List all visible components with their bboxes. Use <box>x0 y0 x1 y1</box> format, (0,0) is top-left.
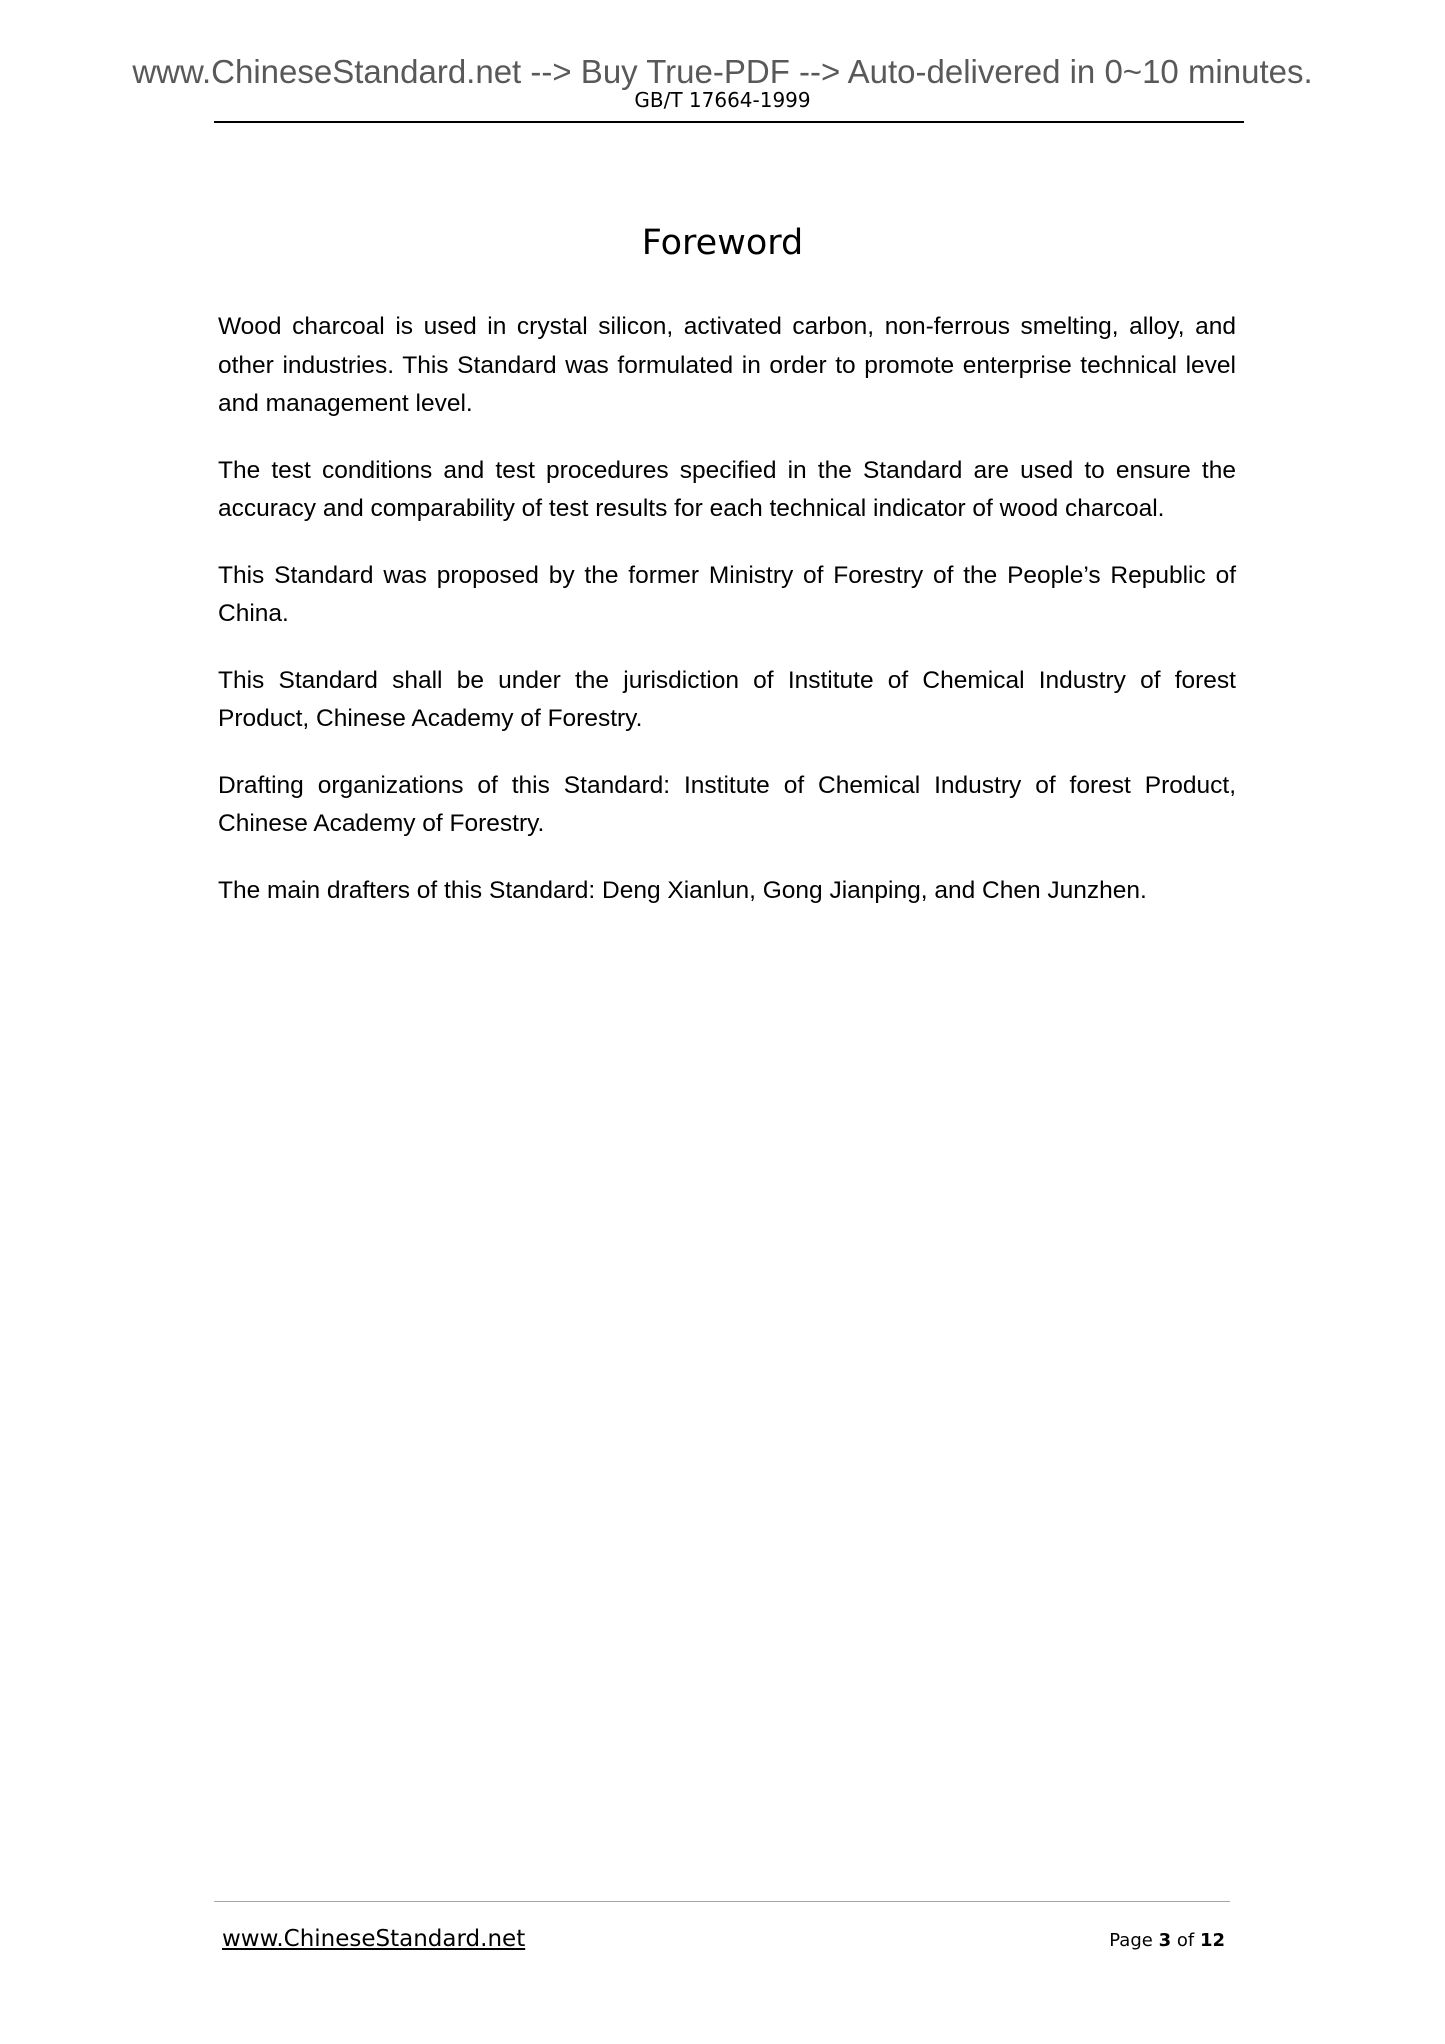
paragraph: The test conditions and test procedures specified in the Standard are used to ensure the accuracy and comparability of test results for each technical indicator of wood charcoal. <box>218 456 1236 522</box>
foreword-body <box>218 308 1236 938</box>
page-of-label: of <box>1176 1930 1195 1951</box>
paragraph: This Standard was proposed by the former Ministry of Forestry of the People’s Republic of China. <box>218 561 1236 627</box>
header-divider <box>214 121 1244 123</box>
paragraph: This Standard shall be under the jurisdiction of Institute of Chemical Industry of forest Product, Chinese Academy of Forestry. <box>218 666 1236 732</box>
page-current: 3 <box>1158 1930 1172 1951</box>
paragraph: Wood charcoal is used in crystal silicon, activated carbon, non-ferrous smelting, alloy, and other industries. This Standard was formulated in order to promote enterprise technical level and management level. <box>218 313 1236 417</box>
paragraph: The main drafters of this Standard: Deng Xianlun, Gong Jianping, and Chen Junzhen. <box>218 876 1147 904</box>
footer-divider <box>214 1901 1230 1902</box>
page-total: 12 <box>1199 1930 1225 1951</box>
page-number <box>1109 1928 1225 1954</box>
page-title: Foreword <box>641 223 804 263</box>
footer-site-link[interactable]: www.ChineseStandard.net <box>222 1926 526 1952</box>
banner-link[interactable]: www.ChineseStandard.net --> Buy True-PDF --> Auto-delivered in 0~10 minutes. <box>132 53 1313 90</box>
paragraph: Drafting organizations of this Standard: Institute of Chemical Industry of forest Product, Chinese Academy of Forestry. <box>218 771 1236 837</box>
document-code: GB/T 17664-1999 <box>634 88 811 112</box>
page-label: Page <box>1109 1930 1153 1951</box>
